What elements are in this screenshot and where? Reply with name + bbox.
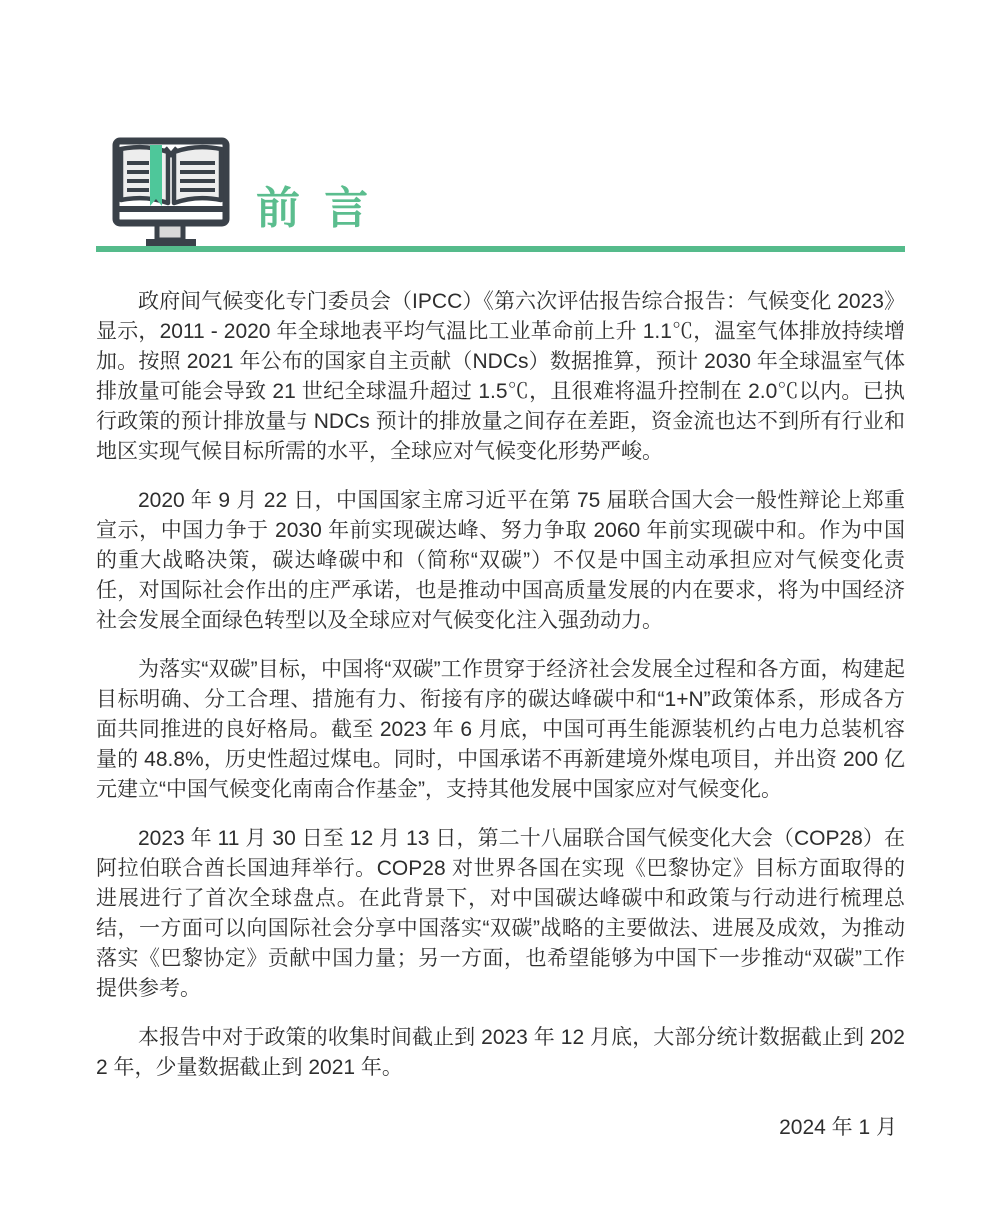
book-on-monitor-icon-svg bbox=[108, 132, 234, 246]
paragraph-2: 2020 年 9 月 22 日，中国国家主席习近平在第 75 届联合国大会一般性辩论上郑重宣示，中国力争于 2030 年前实现碳达峰、努力争取 2060 年前实现碳中和。作为中国的重大战略决策，碳达峰碳中和（简称“双碳”）不仅是中国主动承担应对气候变化责任，对国际社会作出的庄严承诺，也是推动中国高质量发展的内在要求，将为中国经济社会发展全面绿色转型以及全球应对气候变化注入强劲动力。 bbox=[96, 489, 905, 632]
paragraph-5: 本报告中对于政策的收集时间截止到 2023 年 12 月底，大部分统计数据截止到 2022 年，少量数据截止到 2021 年。 bbox=[96, 1026, 905, 1079]
page-title: 前 言 bbox=[256, 184, 375, 233]
book-on-monitor-icon bbox=[108, 132, 234, 246]
preface-body bbox=[96, 287, 905, 1143]
paragraph-1: 政府间气候变化专门委员会（IPCC）《第六次评估报告综合报告：气候变化 2023》显示，2011 - 2020 年全球地表平均气温比工业革命前上升 1.1℃，温室气体排放持续增加。按照 2021 年公布的国家自主贡献（NDCs）数据推算，预计 2030 年全球温室气体排放量可能会导致 21 世纪全球温升超过 1.5℃，且很难将温升控制在 2.0℃以内。已执行政策的预计排放量与 NDCs 预计的排放量之间存在差距，资金流也达不到所有行业和地区实现气候目标所需的水平，全球应对气候变化形势严峻。 bbox=[96, 290, 905, 463]
publication-date: 2024 年 1 月 bbox=[779, 1116, 897, 1139]
header-divider bbox=[96, 246, 905, 252]
paragraph-3: 为落实“双碳”目标，中国将“双碳”工作贯穿于经济社会发展全过程和各方面，构建起目标明确、分工合理、措施有力、衔接有序的碳达峰碳中和“1+N”政策体系，形成各方面共同推进的良好格局。截至 2023 年 6 月底，中国可再生能源装机约占电力总装机容量的 48.8%，历史性超过煤电。同时，中国承诺不再新建境外煤电项目，并出资 200 亿元建立“中国气候变化南南合作基金”，支持其他发展中国家应对气候变化。 bbox=[96, 658, 905, 801]
paragraph-4: 2023 年 11 月 30 日至 12 月 13 日，第二十八届联合国气候变化大会（COP28）在阿拉伯联合酋长国迪拜举行。COP28 对世界各国在实现《巴黎协定》目标方面取得的进展进行了首次全球盘点。在此背景下，对中国碳达峰碳中和政策与行动进行梳理总结，一方面可以向国际社会分享中国落实“双碳”战略的主要做法、进展及成效，为推动落实《巴黎协定》贡献中国力量；另一方面，也希望能够为中国下一步推动“双碳”工作提供参考。 bbox=[96, 827, 905, 1000]
